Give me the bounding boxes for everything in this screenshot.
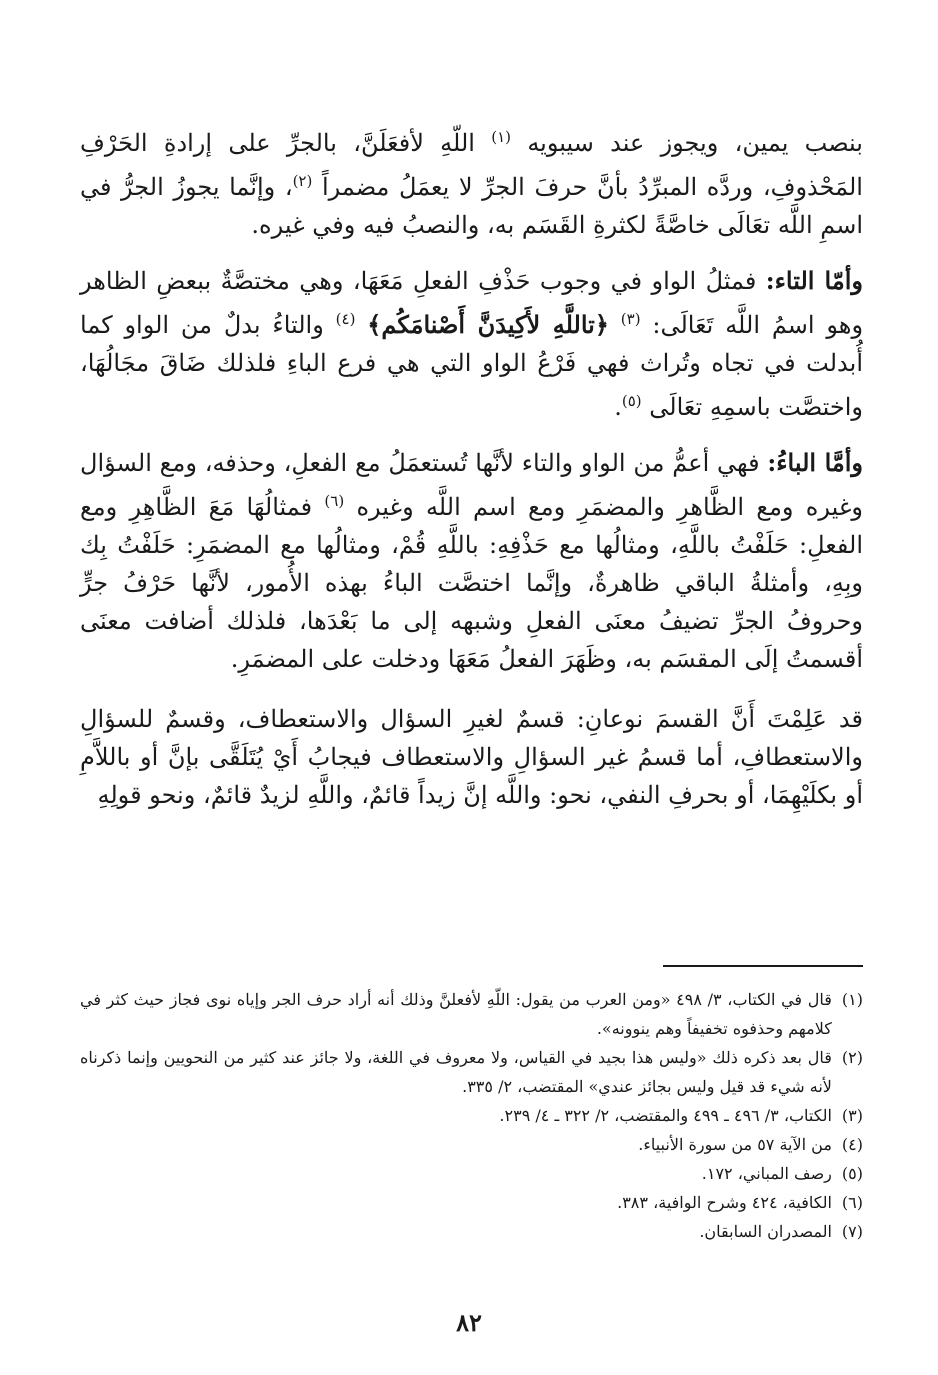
footnote-ref-4: (٤) (335, 310, 356, 328)
footnote-ref-6: (٦) (324, 492, 345, 510)
footnote-4 (80, 1130, 863, 1159)
footnote-3 (80, 1101, 863, 1130)
footnote-number: (٧) (841, 1222, 863, 1241)
paragraph-1 (80, 118, 863, 244)
p1-text: بنصب يمين، ويجوز عند سيبويه (527, 129, 863, 157)
p2-end: . (614, 393, 622, 421)
p1-text-3: ، وإنَّما يجوزُ الجرُّ في اسمِ اللَّه تعَالَى خاصَّةً لكثرةِ القَسَم به، والنصبُ فيه وفي غيره. (80, 173, 863, 239)
footnote-text: الكافية، ٤٢٤ وشرح الوافية، ٣٨٣. (617, 1193, 832, 1212)
p3-text: فهي أعمُّ من الواو والتاء لأنَّها تُستعمَلُ مع الفعلِ، وحذفه، ومع السؤال وغيره ومع الظَّاهرِ والمضمَرِ ومع اسم اللَّه وغيره (80, 449, 863, 521)
footnote-ref-3: (٣) (620, 310, 641, 328)
p2-text: فمثلُ الواو في وجوب حَذْفِ الفعلِ مَعَهَا، وهي مختصَّةٌ ببعضِ الظاهر وهو اسمُ اللَّه تَعَالَى: (80, 267, 864, 339)
footnote-number: (٢) (841, 1048, 863, 1067)
footnote-ref-5: (٥) (621, 392, 642, 410)
footnote-5 (80, 1159, 863, 1188)
footnote-2 (80, 1043, 863, 1101)
p3-text-2: فمثالُهَا مَعَ الظَّاهِرِ ومع الفعلِ: حَلَفْتُ باللَّهِ، ومثالُها مع حَذْفِهِ: باللَّهِ قُمْ، ومثالُها مع المضمَرِ: حَلَفْتُ بِك وبِهِ، وأمثلةُ الباقي ظاهرةٌ، وإنَّما اختصَّت الباءُ بهذه الأُمور، لأنَّها حَرْفُ جرٍّ وحروفُ الجرِّ تضيفُ معنَى الفعلِ وشبهه إلى ما بَعْدَها، فلذلك أضافت معنَى أقسمتُ إلَى المقسَم به، وظَهَرَ الفعلُ مَعَهَا ودخلت على المضمَرِ. (80, 493, 863, 673)
paragraph-4 (80, 700, 863, 814)
footnote-1 (80, 985, 863, 1043)
footnote-ref-2: (٢) (292, 172, 313, 190)
p2-lead: وأمّا التاء: (765, 266, 863, 295)
footnote-text: الكتاب، ٣/ ٤٩٦ ـ ٤٩٩ والمقتضب، ٢/ ٣٢٢ ـ ٤/ ٢٣٩. (499, 1106, 832, 1125)
footnote-text: المصدران السابقان. (699, 1222, 832, 1241)
footnote-number: (٤) (841, 1135, 863, 1154)
footnote-number: (١) (841, 990, 863, 1009)
paragraph-2 (80, 262, 863, 426)
footnotes-list (80, 985, 863, 1246)
footnote-7 (80, 1217, 863, 1246)
footnote-number: (٣) (841, 1106, 863, 1125)
p3-lead: وأمَّا الباءُ: (767, 448, 863, 477)
footnote-divider (663, 965, 863, 967)
paragraph-3 (80, 444, 863, 678)
footnote-text: رصف المباني، ١٧٢. (701, 1164, 832, 1183)
page-number: ٨٢ (456, 1308, 482, 1337)
footnote-text: قال بعد ذكره ذلك «وليس هذا بجيد في القياس، ولا معروف في اللغة، ولا جائز عند كثير من النحويين وإنما ذكرناه لأنه شيء قد قيل وليس بجائز عندي» المقتضب، ٢/ ٣٣٥. (80, 1048, 832, 1096)
footnote-number: (٥) (841, 1164, 863, 1183)
footnote-text: قال في الكتاب، ٣/ ٤٩٨ «ومن العرب من يقول: اللّهِ لأفعلنَّ وذلك أنه أراد حرف الجر وإياه نوى فجاز حيث كثر في كلامهم وحذفوه تخفيفاً وهم ينوونه». (80, 990, 832, 1038)
footnote-text: من الآية ٥٧ من سورة الأنبياء. (638, 1135, 832, 1154)
p2-text-2: والتاءُ بدلٌ من الواو كما أُبدلت في تجاه وتُراث فهي فَرْعُ الواو التي هي فرع الباءِ فلذلك ضَاقَ مجَالُهَا، واختصَّت باسمِهِ تعَالَى (80, 311, 863, 421)
footnote-number: (٦) (841, 1193, 863, 1212)
p1-text-2: اللّهِ لأفعَلَنَّ، بالجرِّ على إرادةِ الحَرْفِ المَحْذوفِ، وردَّه المبرِّدُ بأنَّ حرفَ الجرِّ لا يعمَلُ مضمراً (80, 129, 863, 201)
quran-quote: ﴿تاللَّهِ لأَكِيدَنَّ أَصْنامَكُم﴾ (367, 310, 609, 339)
p4-text: قد عَلِمْتَ أَنَّ القسمَ نوعانِ: قسمٌ لغيرِ السؤال والاستعطاف، وقسمٌ للسؤالِ والاستعطافِ، أما قسمُ غير السؤالِ والاستعطاف فيجابُ أَيْ يُتَلَقَّى بإنَّ أو باللاَّمِ أو بكلَيْهِمَا، أو بحرفِ النفي، نحو: واللَّه إنَّ زيداً قائمٌ، واللَّهِ لزيدٌ قائمٌ، ونحو قولِهِ (80, 705, 863, 809)
footnote-ref-1: (١) (491, 128, 512, 146)
footnote-6 (80, 1188, 863, 1217)
